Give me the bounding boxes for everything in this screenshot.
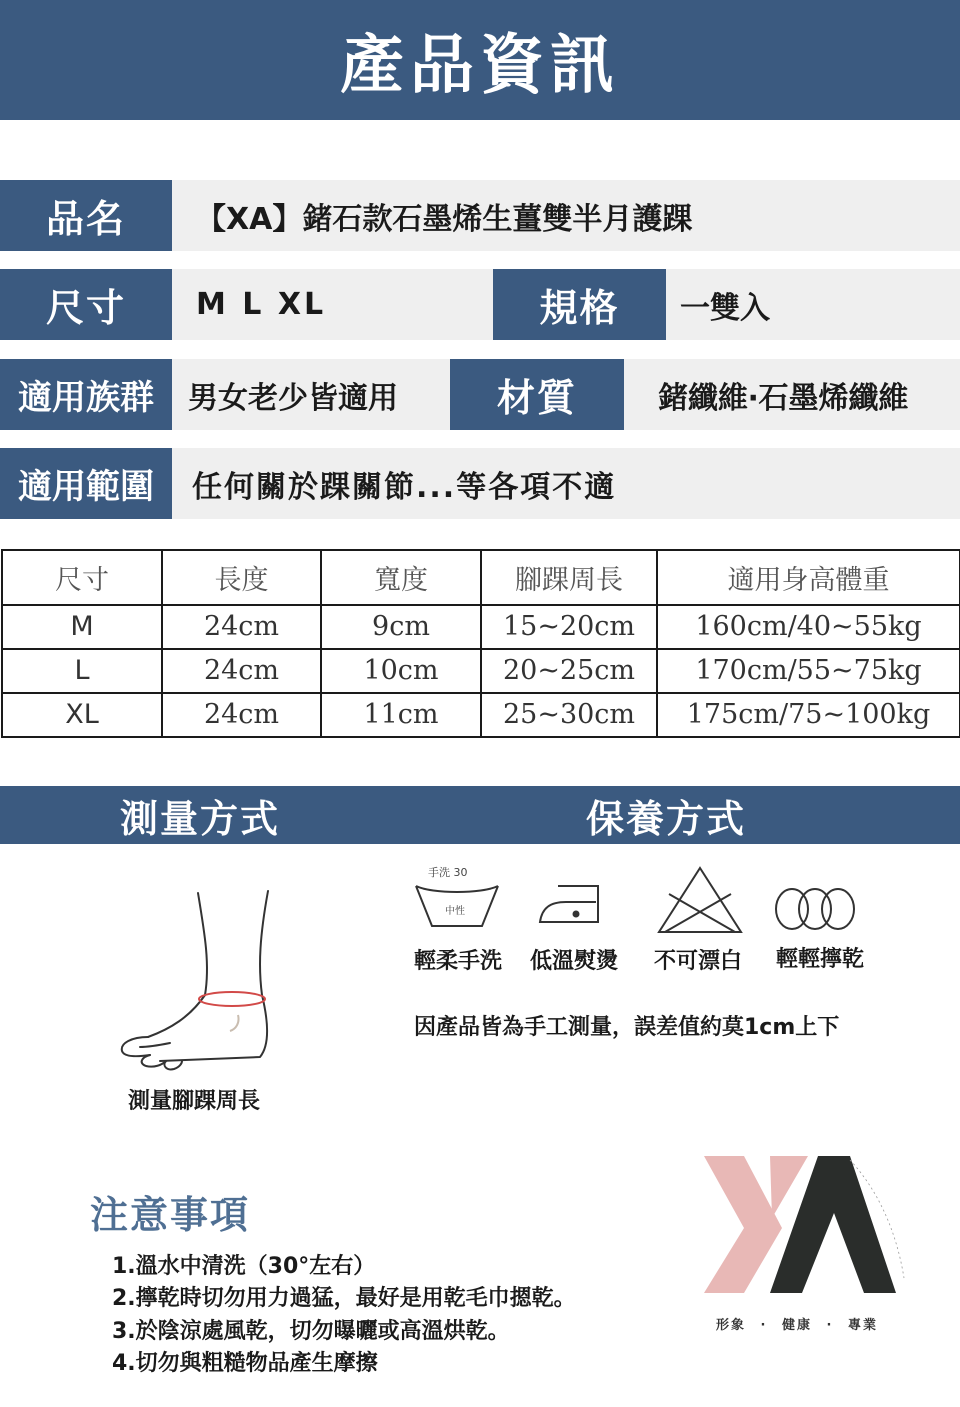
table-header-row (2, 550, 960, 605)
table-cell: 24cm (162, 693, 321, 737)
header-cell: 腳踝周長 (481, 550, 657, 605)
name-label: 品名 (0, 180, 172, 251)
size-value: M L XL (172, 269, 493, 340)
header-cell: 適用身高體重 (657, 550, 960, 605)
header-cell: 尺寸 (2, 550, 162, 605)
table-cell: 160cm/40~55kg (657, 605, 960, 649)
notes-title: 注意事項 (90, 1193, 251, 1237)
table-cell: 175cm/75~100kg (657, 693, 960, 737)
iron-icon (536, 878, 606, 928)
brand-tagline: 形象 · 健康 · 專業 (716, 1318, 878, 1333)
wring-icon (770, 884, 860, 934)
table-cell: M (2, 605, 162, 649)
table-cell: XL (2, 693, 162, 737)
wash-icon-sub: 中性 (445, 906, 465, 917)
table-cell: 25~30cm (481, 693, 657, 737)
no-bleach-icon (655, 864, 745, 936)
table-cell: 10cm (321, 649, 481, 693)
care-label-wring: 輕輕擰乾 (776, 947, 865, 972)
spec-value: 一雙入 (666, 269, 960, 340)
note-line: 2.擰乾時切勿用力過猛，最好是用乾毛巾摁乾。 (112, 1286, 576, 1311)
header-cell: 長度 (162, 550, 321, 605)
table-cell: 20~25cm (481, 649, 657, 693)
material-label: 材質 (450, 359, 624, 430)
care-title: 保養方式 (585, 796, 746, 841)
table-row (2, 605, 960, 649)
group-label: 適用族群 (0, 359, 172, 430)
material-value: 鍺纖維‧石墨烯纖維 (624, 359, 960, 430)
group-value: 男女老少皆適用 (172, 359, 450, 430)
wash-icon-text: 手洗 30 (428, 866, 468, 879)
care-label-bleach: 不可漂白 (654, 949, 743, 974)
measure-note: 因產品皆為手工測量，誤差值約莫1cm上下 (414, 1015, 840, 1040)
table-cell: 170cm/55~75kg (657, 649, 960, 693)
hand-wash-icon (412, 864, 502, 936)
note-line: 4.切勿與粗糙物品產生摩擦 (112, 1351, 378, 1376)
table-cell: 9cm (321, 605, 481, 649)
note-line: 1.溫水中清洗（30°左右） (112, 1254, 376, 1279)
care-label-iron: 低溫熨燙 (530, 949, 619, 974)
table-cell: L (2, 649, 162, 693)
care-label-hand-wash: 輕柔手洗 (414, 949, 503, 974)
size-table (1, 549, 960, 738)
range-label: 適用範圍 (0, 448, 172, 519)
table-row (2, 693, 960, 737)
table-cell: 24cm (162, 605, 321, 649)
measure-title: 測量方式 (119, 796, 280, 841)
table-cell: 24cm (162, 649, 321, 693)
table-cell: 11cm (321, 693, 481, 737)
note-line: 3.於陰涼處風乾，切勿曝曬或高溫烘乾。 (112, 1319, 510, 1344)
range-value: 任何關於踝關節...等各項不適 (172, 448, 960, 519)
table-row (2, 649, 960, 693)
foot-icon (110, 885, 290, 1075)
page-title: 產品資訊 (0, 0, 960, 120)
header-cell: 寬度 (321, 550, 481, 605)
spec-label: 規格 (493, 269, 666, 340)
table-cell: 15~20cm (481, 605, 657, 649)
brand-logo-icon (700, 1148, 910, 1298)
name-value: 【XA】鍺石款石墨烯生薑雙半月護踝 (172, 180, 960, 251)
size-label: 尺寸 (0, 269, 172, 340)
measure-caption: 測量腳踝周長 (128, 1089, 261, 1114)
